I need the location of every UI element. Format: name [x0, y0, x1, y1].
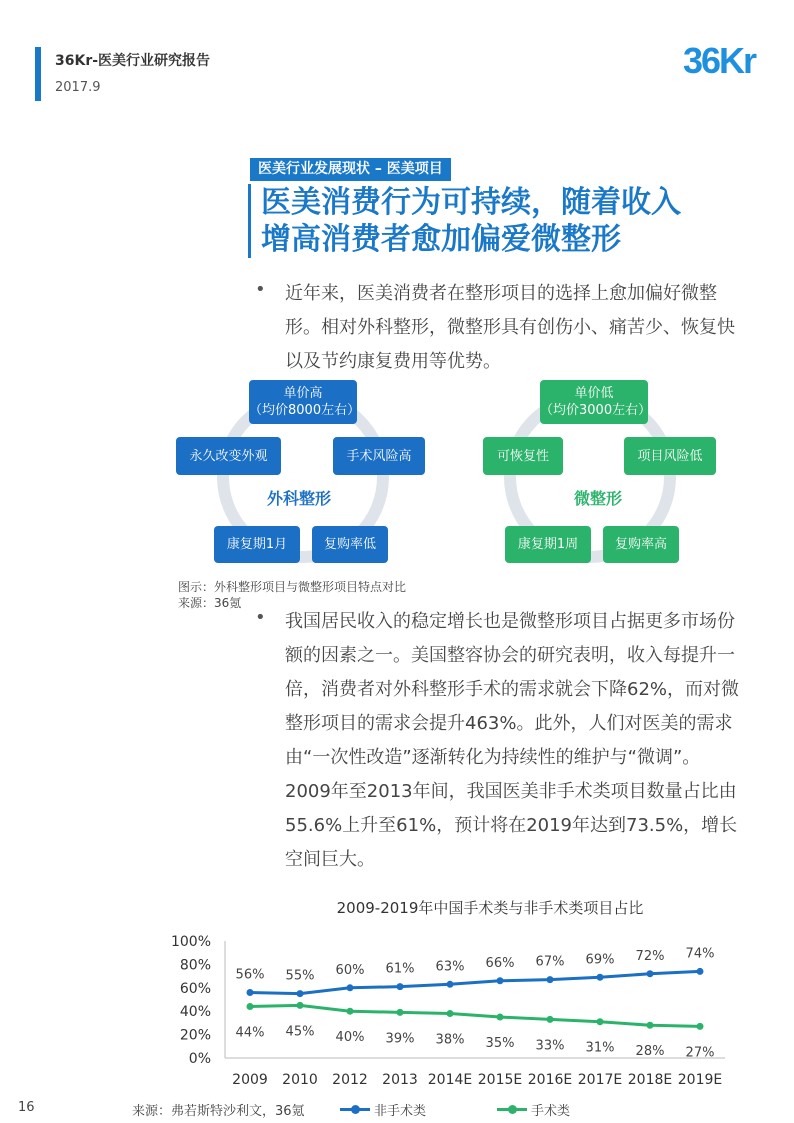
- data-point: [497, 977, 504, 984]
- data-label: 74%: [685, 946, 715, 962]
- data-label: 35%: [485, 1036, 515, 1052]
- x-tick-label: 2010: [282, 1072, 318, 1088]
- x-tick-label: 2012: [332, 1072, 368, 1088]
- micro-left-box: 可恢复性: [483, 437, 563, 475]
- surgical-repurchase-box: 复购率低: [312, 526, 388, 563]
- diagram-source: 来源：36氪: [178, 596, 242, 610]
- data-point: [397, 1009, 404, 1016]
- data-label: 31%: [585, 1040, 615, 1056]
- data-point: [447, 981, 454, 988]
- y-tick-label: 20%: [179, 1027, 211, 1044]
- data-label: 45%: [285, 1024, 315, 1040]
- y-tick-label: 100%: [170, 934, 211, 950]
- data-label: 66%: [485, 955, 515, 971]
- x-tick-label: 2018E: [627, 1072, 673, 1088]
- data-label: 56%: [235, 967, 265, 983]
- legend-nonsurgical-label: 非手术类: [374, 1104, 427, 1119]
- data-label: 33%: [535, 1038, 565, 1054]
- micro-price-box: [540, 380, 652, 424]
- data-point: [347, 984, 354, 991]
- data-label: 67%: [535, 954, 565, 970]
- data-point: [247, 1003, 254, 1010]
- legend-nonsurgical: [340, 1100, 426, 1119]
- surgical-left-box: 永久改变外观: [176, 437, 281, 475]
- data-label: 63%: [435, 959, 465, 975]
- chart-source: 来源：弗若斯特沙利文，36氪: [132, 1104, 305, 1119]
- micro-recovery-box: 康复期1周: [505, 526, 591, 563]
- data-point: [297, 1002, 304, 1009]
- data-point: [447, 1010, 454, 1017]
- headline-line-1: 医美消费行为可持续，随着收入: [261, 185, 681, 220]
- data-label: 61%: [385, 961, 415, 977]
- data-point: [247, 989, 254, 996]
- data-label: 69%: [585, 952, 615, 968]
- data-point: [597, 1018, 604, 1025]
- data-point: [647, 1022, 654, 1029]
- x-tick-label: 2009: [232, 1072, 268, 1088]
- chart-title: 2009-2019年中国手术类与非手术类项目占比: [336, 899, 644, 917]
- data-label: 39%: [385, 1031, 415, 1047]
- data-point: [397, 983, 404, 990]
- legend-surgical-label: 手术类: [531, 1104, 571, 1119]
- report-date: 2017.9: [55, 80, 101, 95]
- headline: [248, 184, 771, 258]
- data-point: [547, 1016, 554, 1023]
- headline-line-2: 增高消费者愈加偏爱微整形: [261, 222, 621, 257]
- data-label: 27%: [685, 1045, 715, 1061]
- page-number: 16: [18, 1100, 35, 1115]
- x-tick-label: 2016E: [527, 1072, 573, 1088]
- micro-center-label: 微整形: [574, 489, 623, 508]
- surgical-price-box: [249, 380, 361, 424]
- brand-logo: 36Kr: [683, 40, 756, 81]
- header-accent-bar: [35, 47, 41, 101]
- data-point: [497, 1014, 504, 1021]
- data-label: 55%: [285, 968, 315, 984]
- data-point: [647, 970, 654, 977]
- data-point: [697, 1023, 704, 1030]
- micro-price-label: 单价低: [574, 386, 614, 401]
- data-label: 38%: [435, 1032, 465, 1048]
- data-label: 72%: [635, 948, 665, 964]
- bullet-icon: •: [255, 279, 266, 300]
- data-point: [347, 1008, 354, 1015]
- x-tick-label: 2017E: [577, 1072, 623, 1088]
- legend-surgical: [497, 1100, 570, 1119]
- section-tag: 医美行业发展现状 – 医美项目: [250, 158, 451, 181]
- x-tick-label: 2015E: [477, 1072, 523, 1088]
- data-label: 40%: [335, 1030, 365, 1046]
- y-tick-label: 80%: [179, 957, 211, 974]
- surgical-recovery-box: 康复期1月: [214, 526, 300, 563]
- legend-surgical-swatch: [497, 1108, 527, 1111]
- y-tick-label: 40%: [179, 1004, 211, 1021]
- y-tick-label: 60%: [179, 980, 211, 997]
- surgical-center-label: 外科整形: [267, 489, 332, 508]
- data-label: 60%: [335, 962, 365, 978]
- x-tick-label: 2013: [382, 1072, 418, 1088]
- micro-repurchase-box: 复购率高: [603, 526, 679, 563]
- series-line-1: [250, 1005, 700, 1026]
- report-title: 36Kr-医美行业研究报告: [55, 53, 211, 69]
- data-label: 28%: [635, 1044, 665, 1060]
- data-point: [697, 968, 704, 975]
- data-label: 44%: [235, 1025, 265, 1041]
- diagram-caption: 图示：外科整形项目与微整形项目特点对比: [178, 580, 407, 594]
- y-tick-label: 0%: [188, 1051, 211, 1067]
- bullet-icon: •: [255, 607, 266, 628]
- surgical-price-label: 单价高: [283, 386, 323, 401]
- data-point: [547, 976, 554, 983]
- micro-right-box: 项目风险低: [624, 437, 716, 475]
- paragraph-1: 近年来，医美消费者在整形项目的选择上愈加偏好微整形。相对外科整形，微整形具有创伤小、痛苦少、恢复快以及节约康复费用等优势。: [285, 283, 735, 372]
- paragraph-2: 我国居民收入的稳定增长也是微整形项目占据更多市场份额的因素之一。美国整容协会的研究表明，收入每提升一倍，消费者对外科整形手术的需求就会下降62%，而对微整形项目的需求会提升463%。此外，人们对医美的需求由“一次性改造”逐渐转化为持续性的维护与“微调”。2009年至2013年间，我国医美非手术类项目数量占比由55.6%上升至61%，预计将在2019年达到73.5%，增长空间巨大。: [285, 611, 740, 870]
- data-point: [297, 990, 304, 997]
- surgical-price-note: （均价8000左右）: [249, 403, 361, 418]
- surgical-right-box: 手术风险高: [333, 437, 425, 475]
- legend-nonsurgical-swatch: [340, 1108, 370, 1111]
- line-chart: [160, 925, 740, 1095]
- x-tick-label: 2019E: [677, 1072, 723, 1088]
- micro-price-note: （均价3000左右）: [540, 403, 652, 418]
- x-tick-label: 2014E: [427, 1072, 473, 1088]
- data-point: [597, 974, 604, 981]
